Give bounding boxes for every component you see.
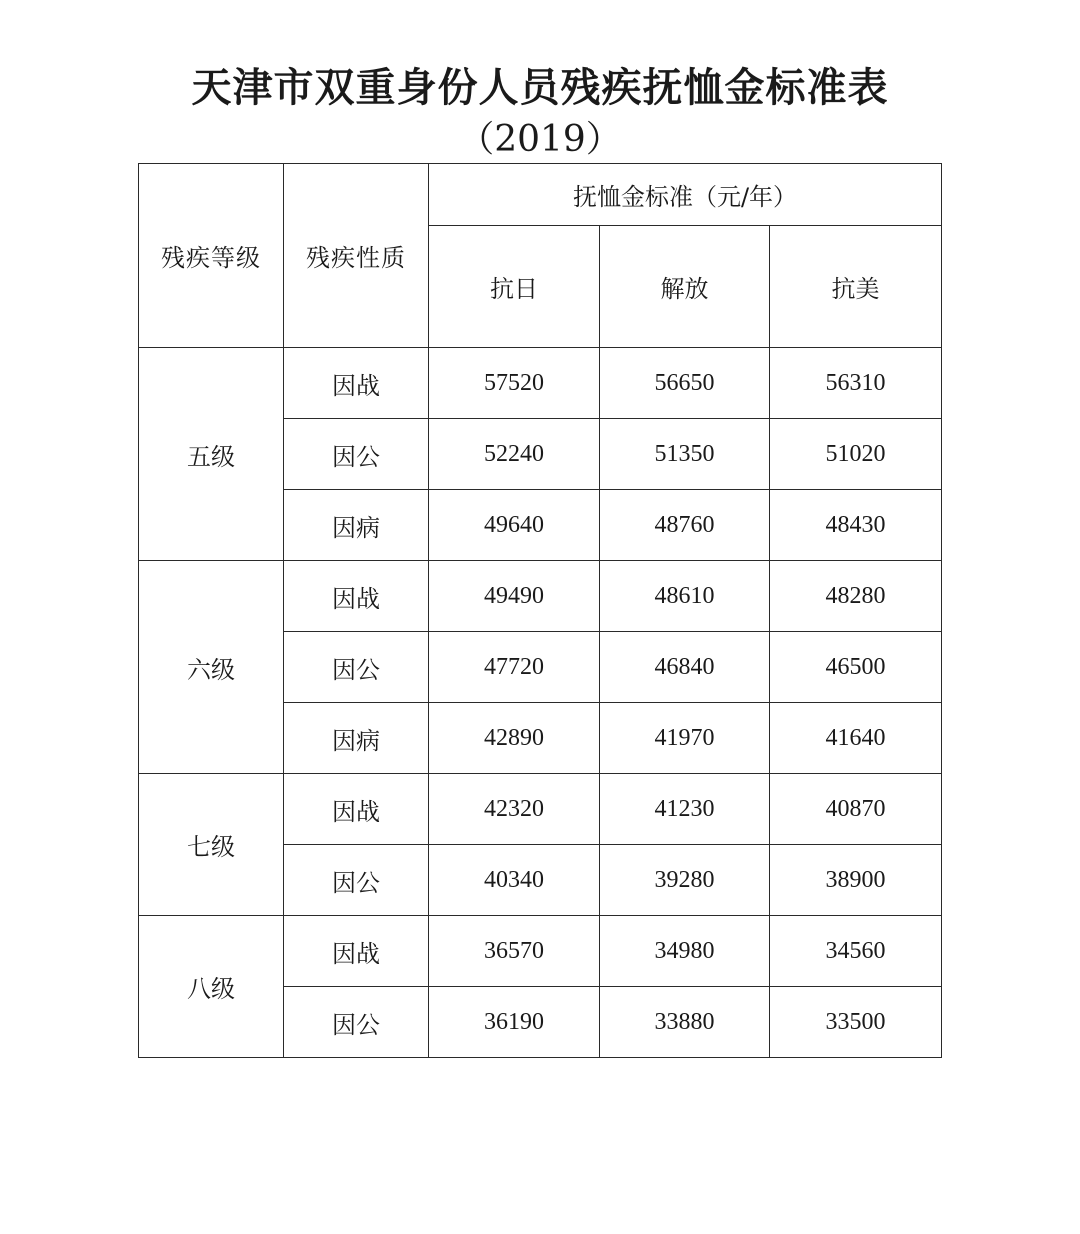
header-disability-nature: 残疾性质	[284, 164, 429, 348]
value-cell: 42890	[429, 703, 600, 774]
value-cell: 48610	[600, 561, 770, 632]
grade-cell: 六级	[139, 561, 284, 774]
value-cell: 40870	[770, 774, 942, 845]
value-cell: 46500	[770, 632, 942, 703]
nature-cell: 因战	[284, 348, 429, 419]
nature-cell: 因病	[284, 490, 429, 561]
value-cell: 48760	[600, 490, 770, 561]
document-title: 天津市双重身份人员残疾抚恤金标准表	[191, 65, 889, 111]
header-col-liberation: 解放	[600, 226, 770, 348]
value-cell: 52240	[429, 419, 600, 490]
value-cell: 48430	[770, 490, 942, 561]
pension-standard-table	[138, 163, 942, 1058]
table-row	[139, 561, 942, 632]
value-cell: 56310	[770, 348, 942, 419]
value-cell: 34980	[600, 916, 770, 987]
value-cell: 36190	[429, 987, 600, 1058]
value-cell: 57520	[429, 348, 600, 419]
value-cell: 39280	[600, 845, 770, 916]
nature-cell: 因战	[284, 561, 429, 632]
nature-cell: 因公	[284, 845, 429, 916]
value-cell: 41640	[770, 703, 942, 774]
nature-cell: 因公	[284, 419, 429, 490]
table-row	[139, 348, 942, 419]
header-pension-standard: 抚恤金标准（元/年）	[429, 164, 942, 226]
nature-cell: 因战	[284, 916, 429, 987]
grade-cell: 八级	[139, 916, 284, 1058]
value-cell: 41970	[600, 703, 770, 774]
value-cell: 38900	[770, 845, 942, 916]
header-disability-grade: 残疾等级	[139, 164, 284, 348]
value-cell: 49640	[429, 490, 600, 561]
value-cell: 47720	[429, 632, 600, 703]
value-cell: 33880	[600, 987, 770, 1058]
value-cell: 46840	[600, 632, 770, 703]
value-cell: 34560	[770, 916, 942, 987]
value-cell: 56650	[600, 348, 770, 419]
value-cell: 33500	[770, 987, 942, 1058]
nature-cell: 因公	[284, 987, 429, 1058]
value-cell: 36570	[429, 916, 600, 987]
value-cell: 51020	[770, 419, 942, 490]
grade-cell: 五级	[139, 348, 284, 561]
value-cell: 40340	[429, 845, 600, 916]
value-cell: 49490	[429, 561, 600, 632]
value-cell: 41230	[600, 774, 770, 845]
value-cell: 48280	[770, 561, 942, 632]
value-cell: 42320	[429, 774, 600, 845]
nature-cell: 因病	[284, 703, 429, 774]
header-col-anti-japanese: 抗日	[429, 226, 600, 348]
header-col-anti-us: 抗美	[770, 226, 942, 348]
value-cell: 51350	[600, 419, 770, 490]
table-row	[139, 916, 942, 987]
document-year: （2019）	[458, 119, 622, 160]
nature-cell: 因战	[284, 774, 429, 845]
nature-cell: 因公	[284, 632, 429, 703]
grade-cell: 七级	[139, 774, 284, 916]
table-row	[139, 774, 942, 845]
